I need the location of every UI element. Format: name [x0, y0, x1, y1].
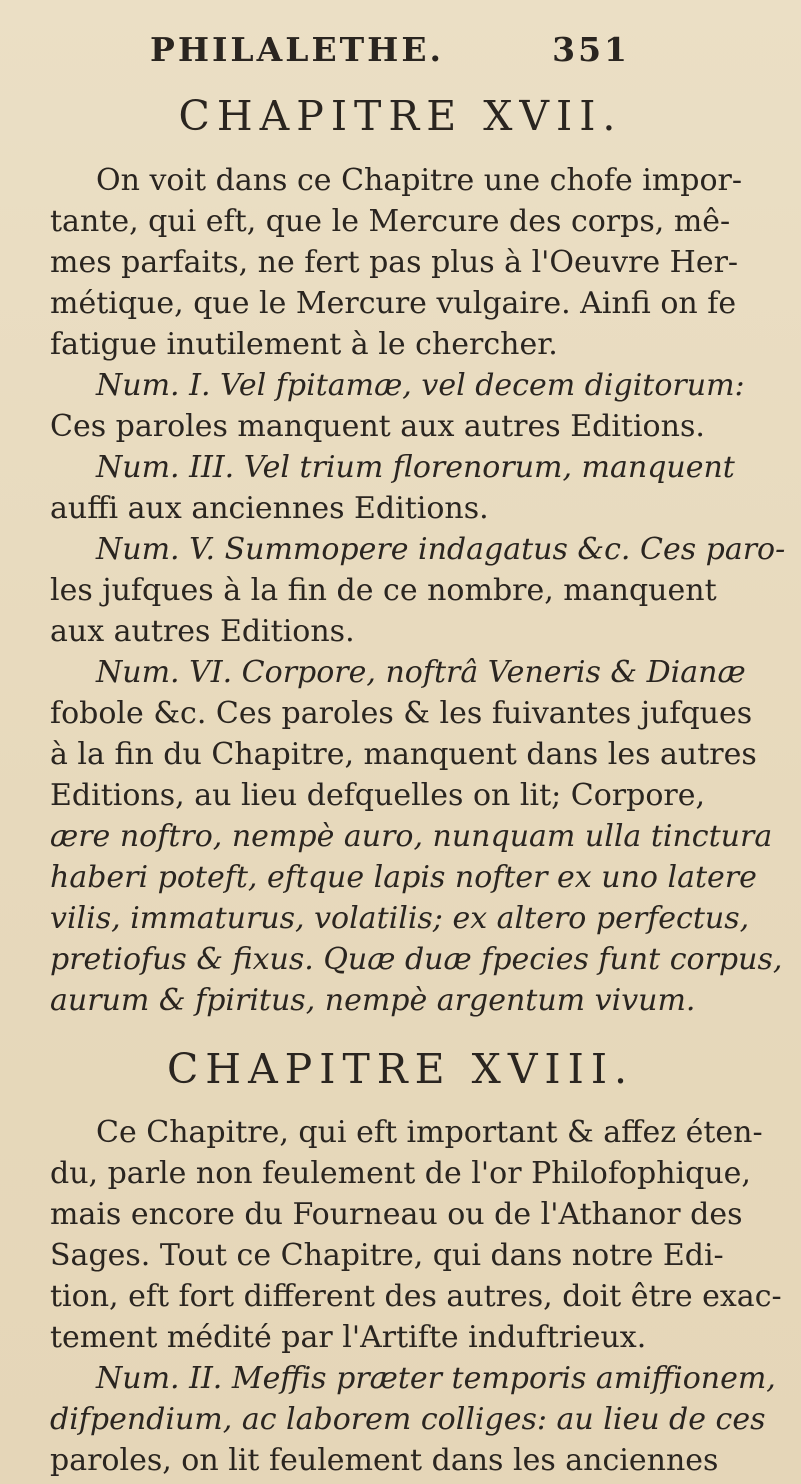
chapter-17-body — [50, 160, 790, 1021]
text-line: Num. II. Meffis præter temporis amiffionem, — [96, 1361, 776, 1396]
text-line: Editions, au lieu defquelles on lit; Corpore, — [50, 778, 706, 813]
text-line: Num. III. Vel trium florenorum, manquent — [96, 450, 735, 485]
text-line: du, parle non feulement de l'or Philofophique, — [50, 1156, 751, 1191]
text-line: tion, eft fort different des autres, doit être exac- — [50, 1279, 782, 1314]
text-line: Ce Chapitre, qui eft important & affez éten- — [96, 1115, 763, 1150]
text-line: pretiofus & fixus. Quæ duæ fpecies funt corpus, — [50, 942, 783, 977]
text-line: aurum & fpiritus, nempè argentum vivum. — [50, 983, 696, 1018]
text-line: aux autres Editions. — [50, 614, 355, 649]
text-line: auffi aux anciennes Editions. — [50, 491, 489, 526]
text-line: métique, que le Mercure vulgaire. Ainfi on fe — [50, 286, 737, 321]
text-line: tante, qui eft, que le Mercure des corps, mê- — [50, 204, 731, 239]
running-head — [150, 30, 630, 69]
text-line: fatigue inutilement à le chercher. — [50, 327, 558, 362]
text-line: mais encore du Fourneau ou de l'Athanor des — [50, 1197, 743, 1232]
text-line: Ces paroles manquent aux autres Editions. — [50, 409, 705, 444]
text-line: mes parfaits, ne fert pas plus à l'Oeuvre Her- — [50, 245, 739, 280]
chapter-18-body — [50, 1112, 790, 1481]
text-line: haberi poteft, eftque lapis nofter ex uno latere — [50, 860, 757, 895]
text-line: les jufques à la fin de ce nombre, manquent — [50, 573, 717, 608]
text-line: fobole &c. Ces paroles & les fuivantes jufques — [50, 696, 753, 731]
text-line: On voit dans ce Chapitre une chofe impor- — [96, 163, 743, 198]
chapter-18-title: CHAPITRE XVIII. — [166, 1045, 635, 1093]
page-number: 351 — [552, 30, 630, 69]
text-line: Sages. Tout ce Chapitre, qui dans notre Edi- — [50, 1238, 724, 1273]
text-line: ære noftro, nempè auro, nunquam ulla tinctura — [50, 819, 773, 854]
text-line: vilis, immaturus, volatilis; ex altero perfectus, — [50, 901, 750, 936]
running-title: PHILALETHE. — [150, 30, 444, 69]
text-line: Num. I. Vel fpitamæ, vel decem digitorum: — [96, 368, 745, 403]
text-line: difpendium, ac laborem colliges: au lieu de ces — [50, 1402, 766, 1437]
text-line: tement médité par l'Artifte induftrieux. — [50, 1320, 647, 1355]
text-line: Num. V. Summopere indagatus &c. Ces paro- — [96, 532, 786, 567]
text-line: à la fin du Chapitre, manquent dans les autres — [50, 737, 757, 772]
text-line: Num. VI. Corpore, noftrâ Veneris & Dianæ — [96, 655, 746, 690]
text-line: paroles, on lit feulement dans les anciennes — [50, 1443, 719, 1478]
chapter-17-title: CHAPITRE XVII. — [178, 92, 623, 140]
